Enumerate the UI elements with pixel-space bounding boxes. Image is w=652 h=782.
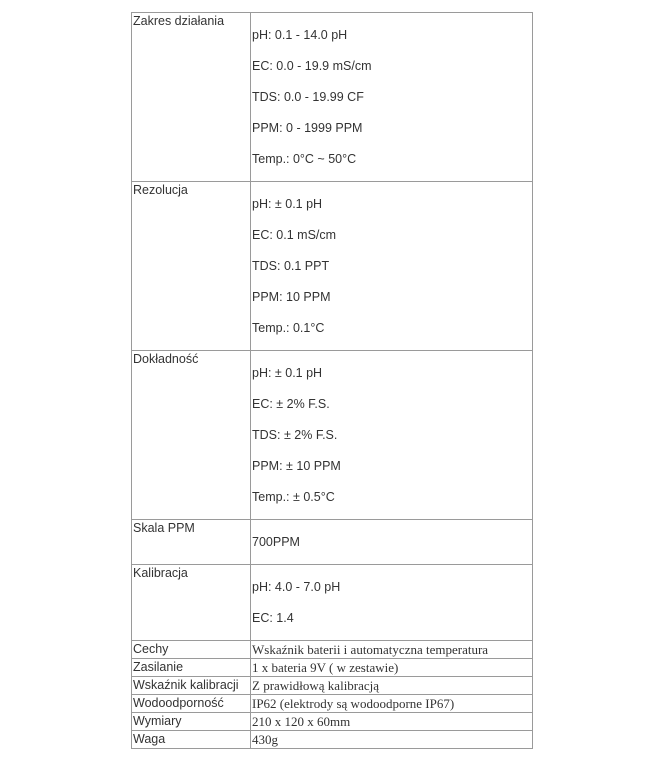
value-line: 700PPM xyxy=(252,535,300,549)
value-line: pH: ± 0.1 pH xyxy=(252,366,323,380)
value-line: Temp.: ± 0.5°C xyxy=(252,490,335,504)
row-label: Dokładność xyxy=(132,351,251,520)
value-line: EC: 0.1 mS/cm xyxy=(252,228,337,242)
value-line: TDS: 0.1 PPT xyxy=(252,259,330,273)
row-label: Cechy xyxy=(132,641,251,659)
value-line: EC: 0.0 - 19.9 mS/cm xyxy=(252,59,372,73)
table-row xyxy=(132,659,533,677)
row-value xyxy=(251,182,533,351)
row-value: Wskaźnik baterii i automatyczna temperatura xyxy=(251,641,533,659)
row-label: Wskaźnik kalibracji xyxy=(132,677,251,695)
spec-table xyxy=(131,12,533,749)
value-line: PPM: 0 - 1999 PPM xyxy=(252,121,363,135)
row-label: Skala PPM xyxy=(132,520,251,565)
table-row xyxy=(132,13,533,182)
row-value xyxy=(251,565,533,641)
table-row xyxy=(132,731,533,749)
table-row xyxy=(132,351,533,520)
value-line: Temp.: 0°C ~ 50°C xyxy=(252,152,357,166)
row-value: Z prawidłową kalibracją xyxy=(251,677,533,695)
value-line: pH: 0.1 - 14.0 pH xyxy=(252,28,348,42)
row-value: IP62 (elektrody są wodoodporne IP67) xyxy=(251,695,533,713)
table-row xyxy=(132,520,533,565)
value-line: PPM: 10 PPM xyxy=(252,290,331,304)
row-label: Kalibracja xyxy=(132,565,251,641)
row-label: Wymiary xyxy=(132,713,251,731)
row-label: Rezolucja xyxy=(132,182,251,351)
table-row xyxy=(132,641,533,659)
table-row xyxy=(132,695,533,713)
row-value xyxy=(251,351,533,520)
value-line: TDS: ± 2% F.S. xyxy=(252,428,338,442)
row-value: 210 x 120 x 60mm xyxy=(251,713,533,731)
row-label: Zasilanie xyxy=(132,659,251,677)
value-line: EC: 1.4 xyxy=(252,611,294,625)
value-line: pH: ± 0.1 pH xyxy=(252,197,323,211)
row-value: 430g xyxy=(251,731,533,749)
value-line: pH: 4.0 - 7.0 pH xyxy=(252,580,341,594)
table-row xyxy=(132,182,533,351)
table-row xyxy=(132,713,533,731)
table-row xyxy=(132,565,533,641)
table-row xyxy=(132,677,533,695)
row-label: Waga xyxy=(132,731,251,749)
row-label: Wodoodporność xyxy=(132,695,251,713)
row-value xyxy=(251,520,533,565)
value-line: Temp.: 0.1°C xyxy=(252,321,325,335)
value-line: TDS: 0.0 - 19.99 CF xyxy=(252,90,364,104)
row-label: Zakres działania xyxy=(132,13,251,182)
row-value: 1 x bateria 9V ( w zestawie) xyxy=(251,659,533,677)
value-line: PPM: ± 10 PPM xyxy=(252,459,341,473)
row-value xyxy=(251,13,533,182)
value-line: EC: ± 2% F.S. xyxy=(252,397,330,411)
